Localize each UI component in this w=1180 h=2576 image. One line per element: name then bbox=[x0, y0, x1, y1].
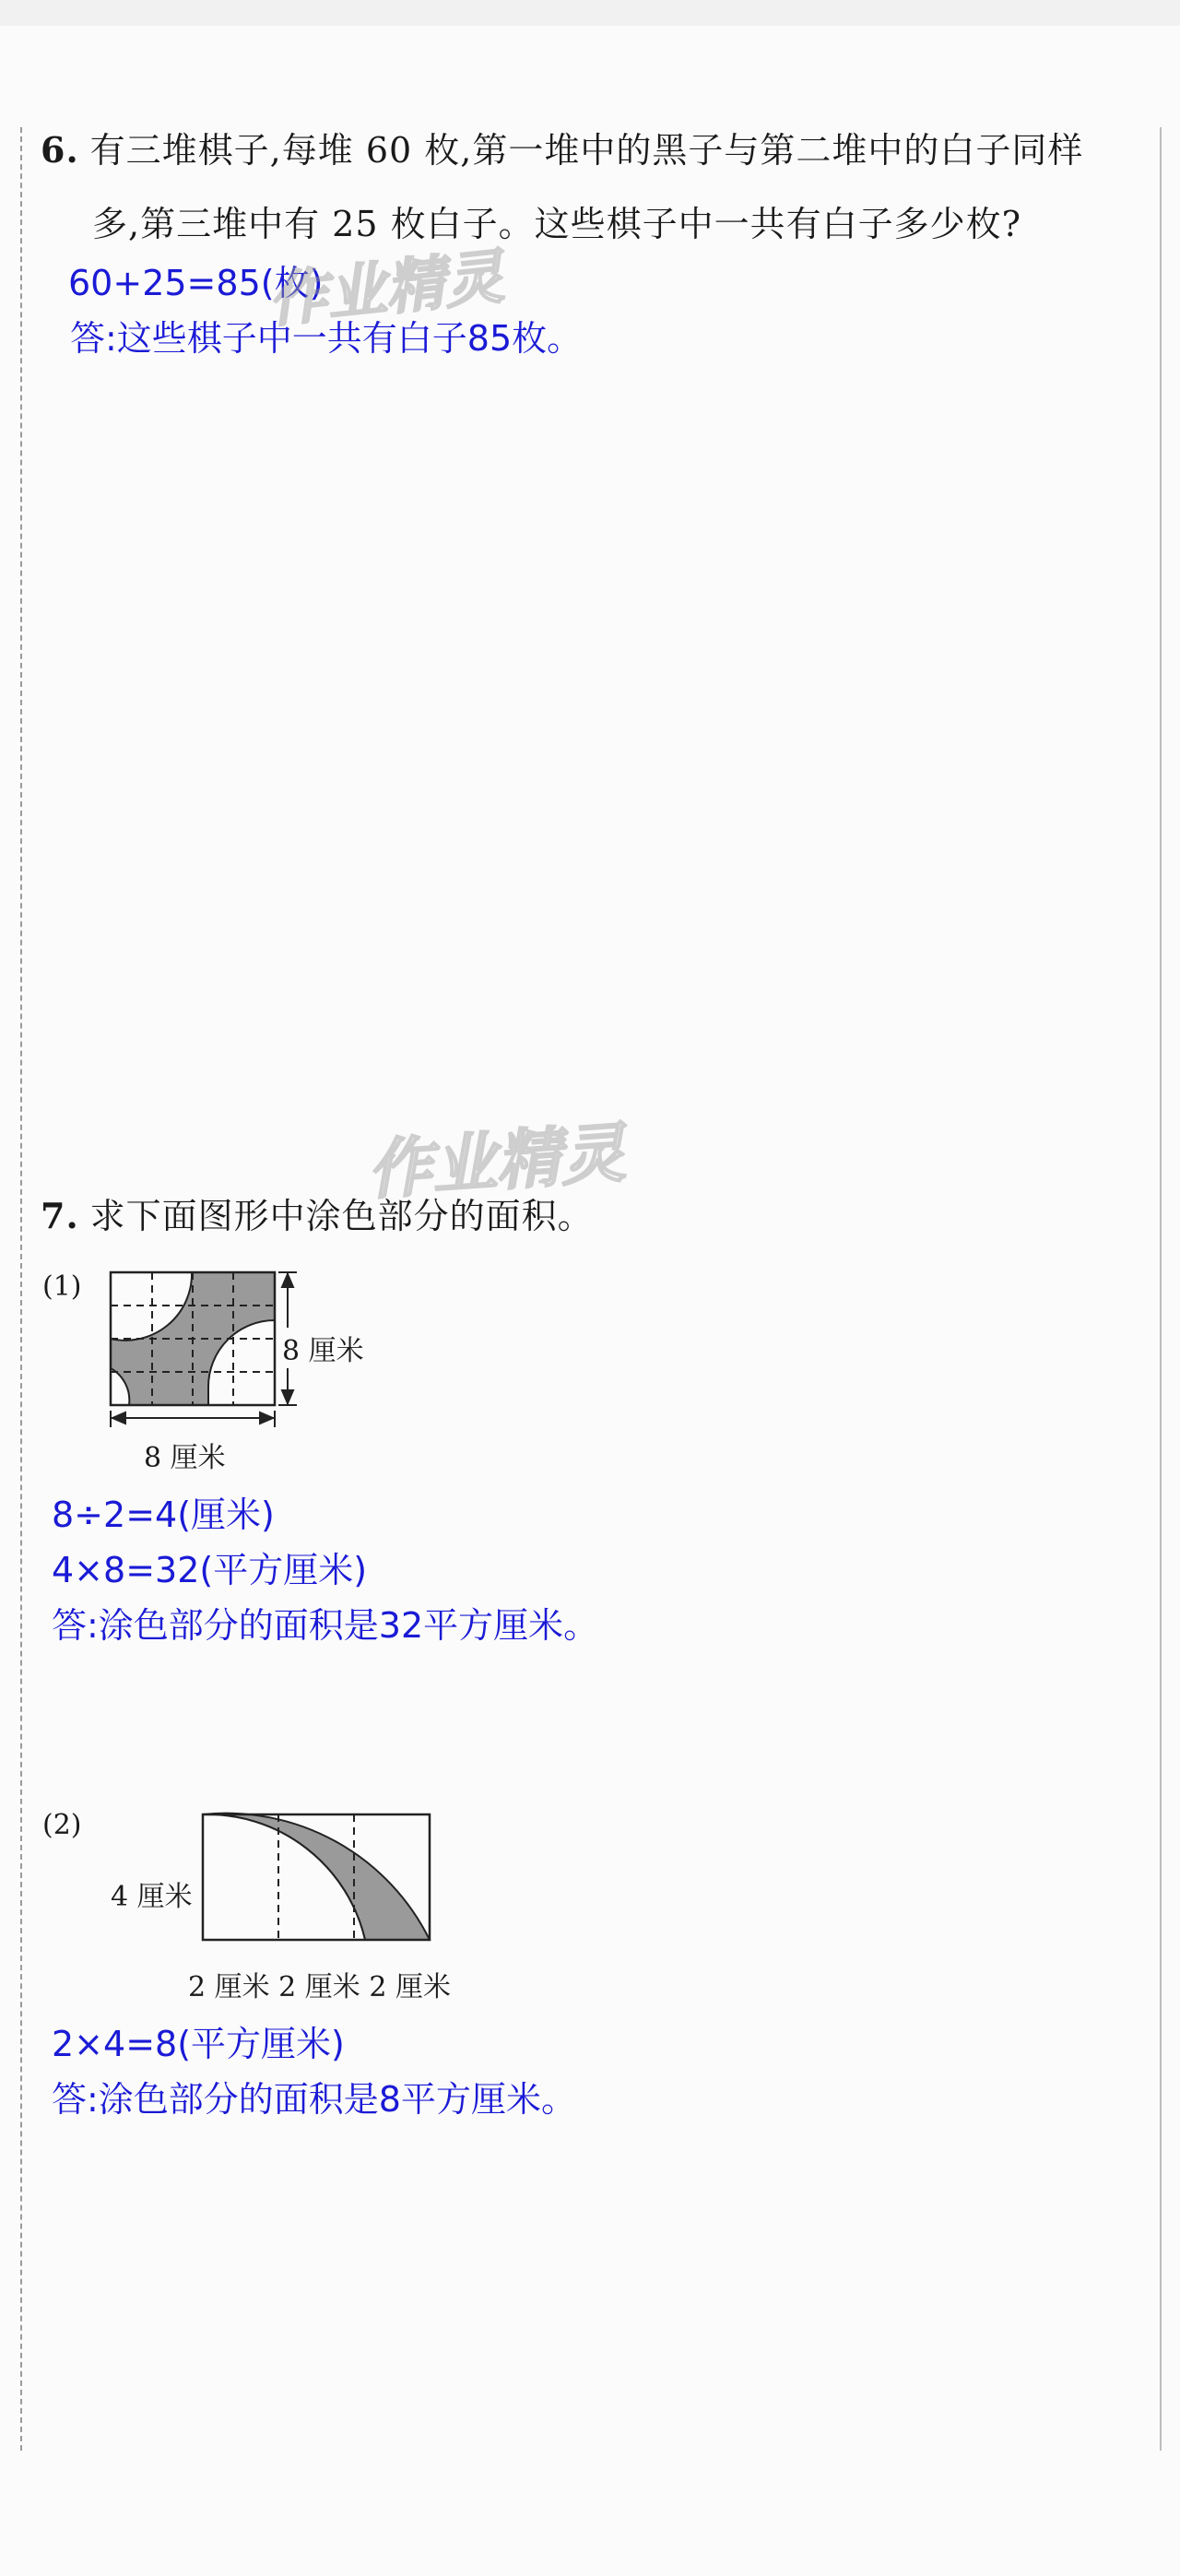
figure-2-bottom-label: 2 厘米 2 厘米 2 厘米 bbox=[188, 1971, 451, 2003]
watermark-1: 作业精灵 bbox=[265, 242, 507, 337]
part2-answer-calc: 2×4=8(平方厘米) bbox=[52, 2024, 345, 2064]
part1-answer-calc1: 8÷2=4(厘米) bbox=[52, 1495, 275, 1535]
part1-answer-calc2: 4×8=32(平方厘米) bbox=[52, 1550, 368, 1590]
part2-tag: (2) bbox=[42, 1809, 82, 1841]
part2-answer-statement: 答:涂色部分的面积是8平方厘米。 bbox=[52, 2079, 576, 2120]
figure-2 bbox=[194, 1803, 433, 1969]
watermark-2: 作业精灵 bbox=[364, 1115, 628, 1209]
q6-number: 6. bbox=[41, 129, 79, 171]
part1-answer-statement: 答:涂色部分的面积是32平方厘米。 bbox=[52, 1605, 599, 1646]
figure-1-bottom-dimension bbox=[111, 1411, 275, 1427]
q6-line2: 多,第三堆中有 25 枚白子。这些棋子中一共有白子多少枚? bbox=[92, 204, 1021, 244]
part1-tag: (1) bbox=[42, 1270, 82, 1303]
q7-text: 求下面图形中涂色部分的面积。 bbox=[89, 1196, 594, 1236]
figure-2-left-label: 4 厘米 bbox=[111, 1881, 193, 1913]
q6-answer-statement: 答:这些棋子中一共有白子85枚。 bbox=[70, 318, 583, 359]
q7-line bbox=[41, 1188, 594, 1238]
right-border bbox=[1160, 127, 1162, 2451]
q6-text-line1: 有三堆棋子,每堆 60 枚,第一堆中的黑子与第二堆中的白子同样 bbox=[89, 130, 1084, 171]
left-dashed-border bbox=[20, 127, 22, 2451]
figure-1-bottom-label: 8 厘米 bbox=[138, 1435, 231, 1475]
figure-1-side-label: 8 厘米 bbox=[282, 1328, 364, 1368]
q7-number: 7. bbox=[41, 1195, 79, 1236]
q6-line1 bbox=[41, 122, 1083, 172]
q6-answer-calc: 60+25=85(枚) bbox=[68, 263, 324, 303]
top-band bbox=[0, 0, 1180, 26]
